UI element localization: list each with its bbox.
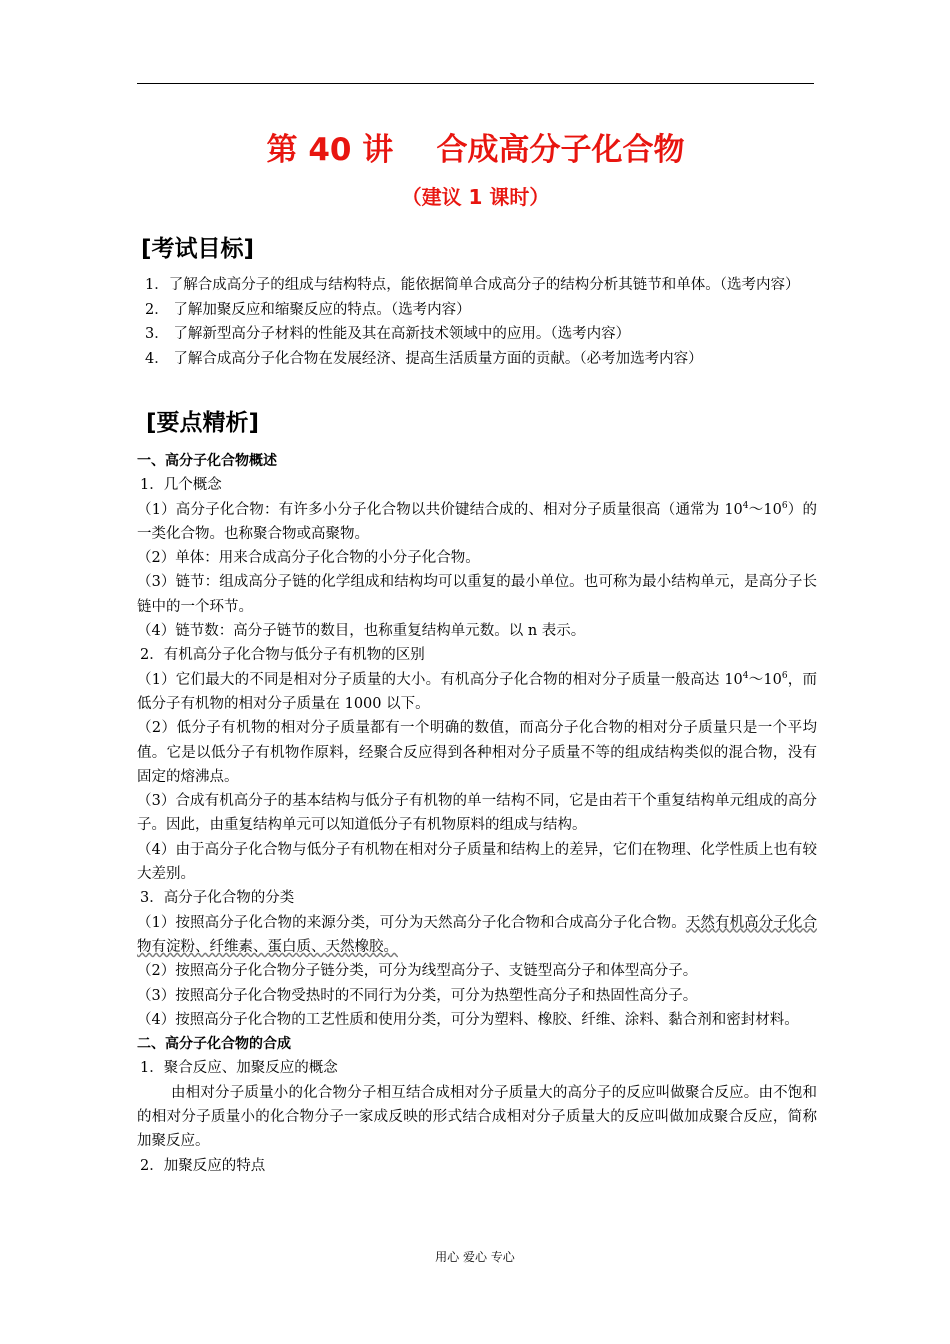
paragraph: （4）链节数：高分子链节的数目，也称重复结构单元数。以 n 表示。 [137, 623, 586, 640]
paragraph: （2）单体：用来合成高分子化合物的小分子化合物。 [137, 550, 480, 567]
page-title: 第 40 讲 合成高分子化合物 [266, 132, 685, 168]
analysis-content [137, 449, 817, 1178]
page-subtitle: （建议 1 课时） [401, 185, 550, 209]
paragraph: （3）按照高分子化合物受热时的不同行为分类，可分为热塑性高分子和热固性高分子。 [137, 987, 698, 1004]
paragraph: （1）按照高分子化合物的来源分类，可分为天然高分子化合物和合成高分子化合物。天然有机高分子化合物有淀粉、纤维素、蛋白质、天然橡胶。 [137, 914, 817, 955]
part-heading: 二、高分子化合物的合成 [137, 1036, 291, 1053]
paragraph: （4）由于高分子化合物与低分子有机物在相对分子质量和结构上的差异，它们在物理、化学性质上也有较大差别。 [137, 841, 817, 883]
part-heading: 一、高分子化合物概述 [137, 453, 277, 469]
underlined-text: 天然有机高分子化合物有淀粉、纤维素、蛋白质、天然橡胶。 [137, 914, 817, 955]
paragraph: （3）合成有机高分子的基本结构与低分子有机物的单一结构不同，它是由若干个重复结构单元组成的高分子。因此，由重复结构单元可以知道低分子有机物原料的组成与结构。 [137, 793, 817, 834]
objective-item: 3． 了解新型高分子材料的性能及其在高新技术领域中的应用。（选考内容） [145, 326, 631, 342]
subsection-title: 1．几个概念 [140, 477, 222, 494]
objective-item: 1．了解合成高分子的组成与结构特点，能依据简单合成高分子的结构分析其链节和单体。（选考内容） [145, 277, 800, 293]
paragraph: （3）链节：组成高分子链的化学组成和结构均可以重复的最小单位。也可称为最小结构单元，是高分子长链中的一个环节。 [137, 574, 817, 615]
objectives-list [141, 273, 817, 371]
section-heading-analysis: [要点精析] [146, 410, 260, 436]
paragraph: 由相对分子质量小的化合物分子相互结合成相对分子质量大的高分子的反应叫做聚合反应。由不饱和的相对分子质量小的化合物分子一家成反映的形式结合成相对分子质量大的反应叫做加成聚合反应，简称加聚反应。 [137, 1084, 817, 1150]
paragraph: （1）它们最大的不同是相对分子质量的大小。有机高分子化合物的相对分子质量一般高达 $10^4\sim 10^6$，而低分子有机物的相对分子质量在 1000 以下。 [137, 670, 817, 712]
paragraph: （1）高分子化合物：有许多小分子化合物以共价键结合成的、相对分子质量很高（通常为 $10^4\sim 10^6$）的一类化合物。也称聚合物或高聚物。 [137, 500, 817, 542]
paragraph: （2）按照高分子化合物分子链分类，可分为线型高分子、支链型高分子和体型高分子。 [137, 963, 698, 980]
header-rule [137, 83, 814, 84]
subsection-title: 1．聚合反应、加聚反应的概念 [140, 1060, 338, 1077]
subsection-title: 3．高分子化合物的分类 [140, 890, 295, 907]
page-footer: 用心 爱心 专心 [435, 1250, 515, 1264]
objective-item: 4． 了解合成高分子化合物在发展经济、提高生活质量方面的贡献。（必考加选考内容） [145, 350, 703, 367]
subsection-title: 2．有机高分子化合物与低分子有机物的区别 [140, 647, 425, 664]
paragraph: （2）低分子有机物的相对分子质量都有一个明确的数值，而高分子化合物的相对分子质量只是一个平均值。它是以低分子有机物作原料，经聚合反应得到各种相对分子质量不等的组成结构类似的混合物，没有固定的熔沸点。 [137, 720, 817, 785]
section-heading-objectives: [考试目标] [141, 236, 255, 262]
objective-item: 2． 了解加聚反应和缩聚反应的特点。（选考内容） [145, 301, 471, 318]
paragraph: （4）按照高分子化合物的工艺性质和使用分类，可分为塑料、橡胶、纤维、涂料、黏合剂和密封材料。 [137, 1011, 799, 1028]
subsection-title: 2．加聚反应的特点 [140, 1157, 266, 1174]
